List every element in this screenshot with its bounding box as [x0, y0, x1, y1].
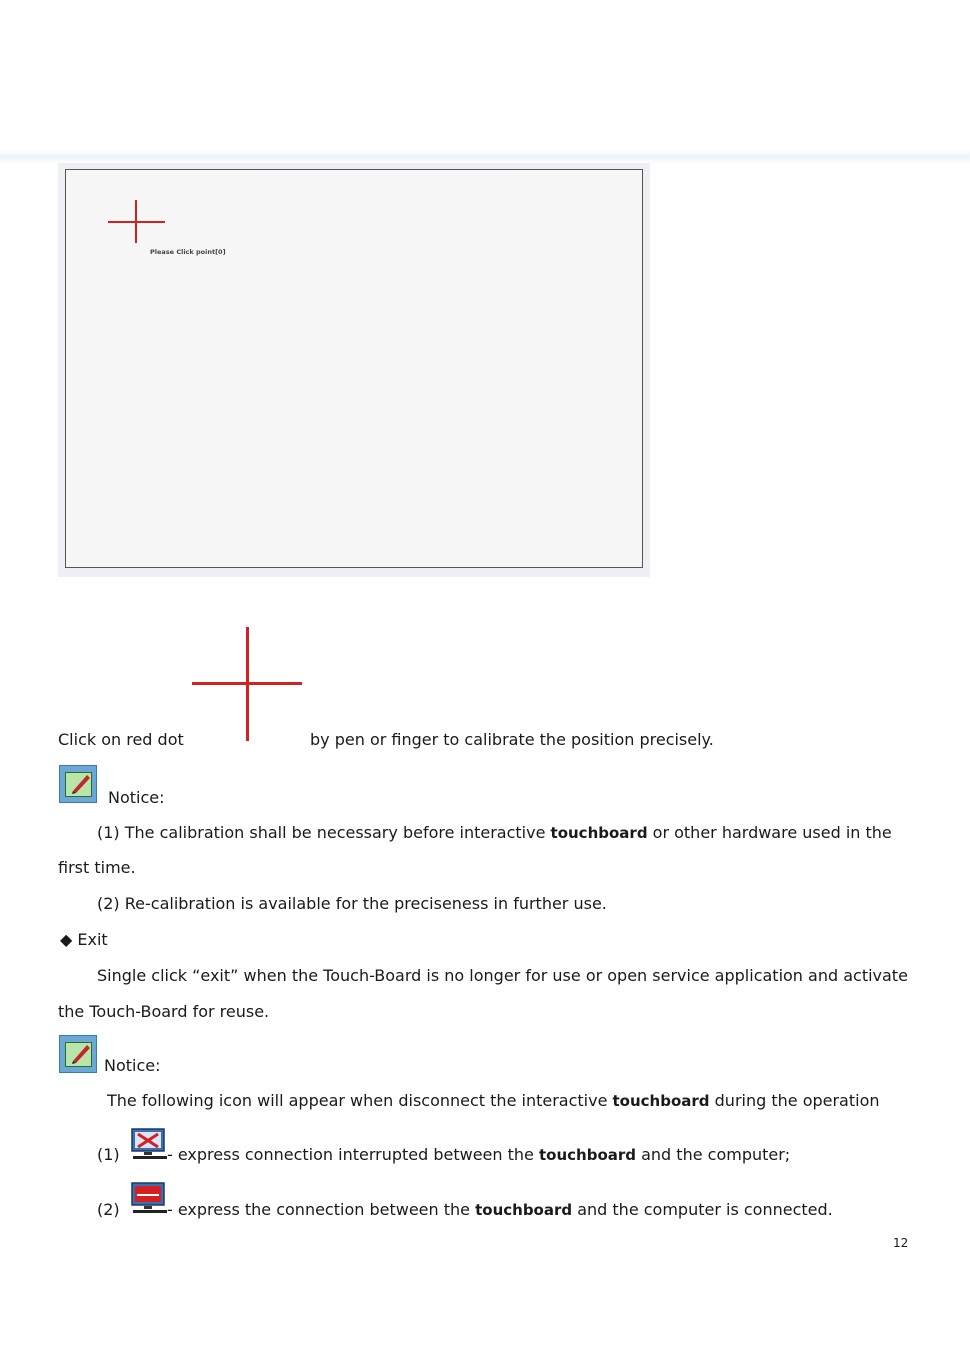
calibration-cross-icon — [192, 627, 302, 741]
exit-line-1: Single click “exit” when the Touch-Board is no longer for use or open service application and activate — [97, 966, 908, 985]
icon-item-1-number: (1) — [97, 1145, 120, 1164]
icon-item-2-number: (2) — [97, 1200, 120, 1219]
notice-label: Notice: — [108, 788, 165, 807]
exit-line-2: the Touch-Board for reuse. — [58, 1002, 270, 1021]
connected-monitor-icon — [130, 1181, 168, 1217]
notice-pen-icon — [59, 1035, 97, 1073]
notice-item-1: (1) The calibration shall be necessary before interactive touchboard or other hardware used in the — [97, 823, 892, 842]
header-band — [0, 150, 970, 164]
disconnected-monitor-icon — [130, 1127, 168, 1163]
diamond-bullet-icon: ◆ — [60, 930, 73, 949]
notice-intro: The following icon will appear when disconnect the interactive touchboard during the operation — [107, 1091, 880, 1110]
icon-item-2-text: - express the connection between the touchboard and the computer is connected. — [167, 1200, 833, 1219]
calibration-target-icon[interactable] — [108, 200, 168, 250]
notice-item-1-cont: first time. — [58, 858, 136, 877]
instruction-after: by pen or finger to calibrate the position precisely. — [310, 730, 714, 749]
exit-heading: ◆ Exit — [60, 930, 108, 949]
notice-item-2: (2) Re-calibration is available for the preciseness in further use. — [97, 894, 607, 913]
notice-label: Notice: — [104, 1056, 161, 1075]
notice-pen-icon — [59, 765, 97, 803]
calibration-screen — [65, 169, 643, 568]
page-number: 12 — [893, 1236, 909, 1250]
icon-item-1-text: - express connection interrupted between the touchboard and the computer; — [167, 1145, 791, 1164]
instruction-before: Click on red dot — [58, 730, 184, 749]
calibration-prompt: Please Click point[0] — [150, 248, 226, 256]
